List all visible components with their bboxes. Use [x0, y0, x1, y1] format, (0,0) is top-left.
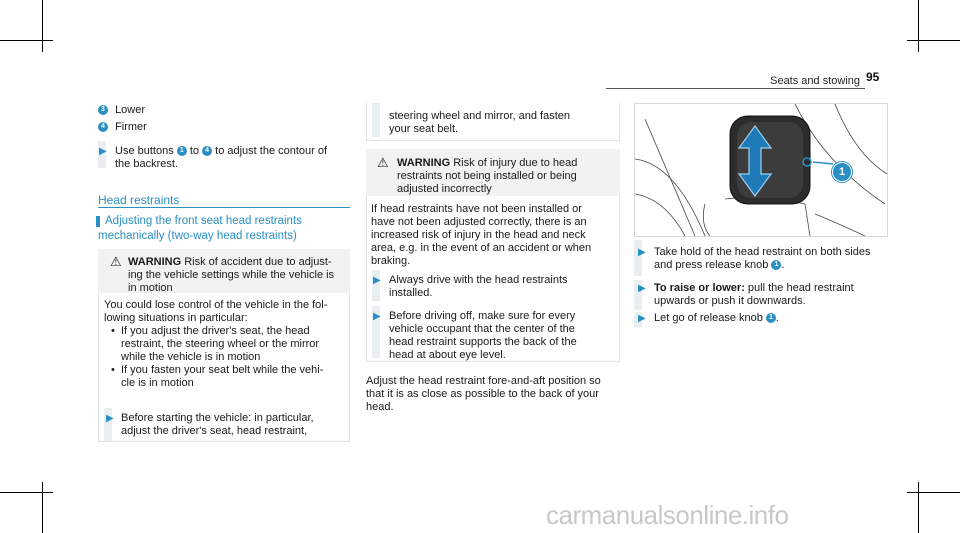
step-text: Always drive with the head restraints installed. [389, 274, 568, 299]
step-bar [372, 103, 380, 137]
step-text: steering wheel and mirror, and fasten your seat belt. [389, 110, 570, 135]
crop-mark [907, 40, 960, 41]
crop-mark [42, 482, 43, 533]
subsection-marker [96, 216, 100, 227]
step-arrow-icon: ▶ [638, 247, 646, 258]
interior-line [635, 194, 685, 236]
crop-mark [0, 40, 53, 41]
section-rule [98, 207, 350, 208]
running-header [760, 71, 860, 89]
step-text: Let go of release knob 1 . [654, 312, 779, 324]
list-item [98, 121, 147, 134]
crop-mark [918, 482, 919, 533]
step-arrow-icon: ▶ [99, 146, 107, 157]
page-number: 95 [866, 70, 880, 84]
list-item [98, 104, 145, 117]
number-badge: 4 [202, 146, 212, 156]
seat-outline [703, 204, 710, 236]
crop-mark [0, 492, 53, 493]
step-arrow-icon: ▶ [373, 311, 381, 322]
callout-badge: 1 [832, 162, 852, 182]
step-arrow-icon: ▶ [106, 413, 114, 424]
bullet-text: If you adjust the driver's seat, the head restraint, the steering wheel or the mirror while the vehicle is in motion [121, 325, 320, 363]
warning-text: WARNING Risk of injury due to head restraints not being installed or being adjusted incorrectly [397, 157, 578, 195]
chapter-title: Seats and stowing [770, 75, 860, 87]
warning-text: WARNING Risk of accident due to adjust- ing the vehicle settings while the vehicle is in motion [128, 256, 335, 294]
bullet-dot: • [111, 325, 115, 337]
warning-icon: ⚠ [110, 254, 122, 269]
crop-mark [907, 492, 960, 493]
subsection-title: Adjusting the front seat head restraints [105, 215, 302, 227]
section-title: Head restraints [98, 193, 180, 207]
step-text: To raise or lower: pull the head restraint upwards or push it downwards. [654, 282, 854, 307]
warning-icon: ⚠ [377, 155, 389, 170]
subsection-title: mechanically (two-way head restraints) [98, 230, 297, 242]
step-arrow-icon: ▶ [638, 283, 646, 294]
list-item-label: Firmer [115, 121, 147, 133]
number-badge: 4 [98, 122, 108, 132]
list-item-label: Lower [115, 104, 146, 116]
number-badge: 1 [766, 313, 776, 323]
step-text: Take hold of the head restraint on both sides and press release knob 1 . [654, 246, 871, 271]
number-badge: 1 [177, 146, 187, 156]
step-arrow-icon: ▶ [373, 275, 381, 286]
step-arrow-icon: ▶ [638, 313, 646, 324]
watermark: carmanualsonline.info [546, 500, 789, 530]
step-text: Before driving off, make sure for every vehicle occupant that the center of the head restraint supports the back of the head at about eye level. [389, 310, 577, 361]
callout-line [813, 162, 833, 164]
bullet-text: If you fasten your seat belt while the vehi- cle is in motion [121, 364, 324, 389]
crop-mark [918, 0, 919, 52]
step-bar [634, 240, 642, 276]
number-badge: 1 [771, 260, 781, 270]
crop-mark [42, 0, 43, 52]
interior-line [645, 119, 695, 236]
step-text: Use buttons 1 to 4 to adjust the contour of the backrest. [115, 145, 328, 170]
body-text: You could lose control of the vehicle in the fol- lowing situations in particular: [104, 299, 328, 324]
number-badge: 3 [98, 105, 108, 115]
bullet-dot: • [111, 364, 115, 376]
interior-line [635, 159, 705, 236]
interior-line [815, 214, 865, 236]
step-text: Before starting the vehicle: in particular, adjust the driver's seat, head restraint, [121, 412, 314, 437]
head-restraint-face [737, 122, 803, 198]
paragraph: Adjust the head restraint fore-and-aft position so that it is as close as possible to the back of your head. [366, 375, 601, 413]
header-rule [606, 88, 865, 89]
body-text: If head restraints have not been installed or have not been adjusted correctly, there is an increased risk of injury in the head and neck area, e.g. in the event of an accident or when braking. [371, 203, 592, 267]
